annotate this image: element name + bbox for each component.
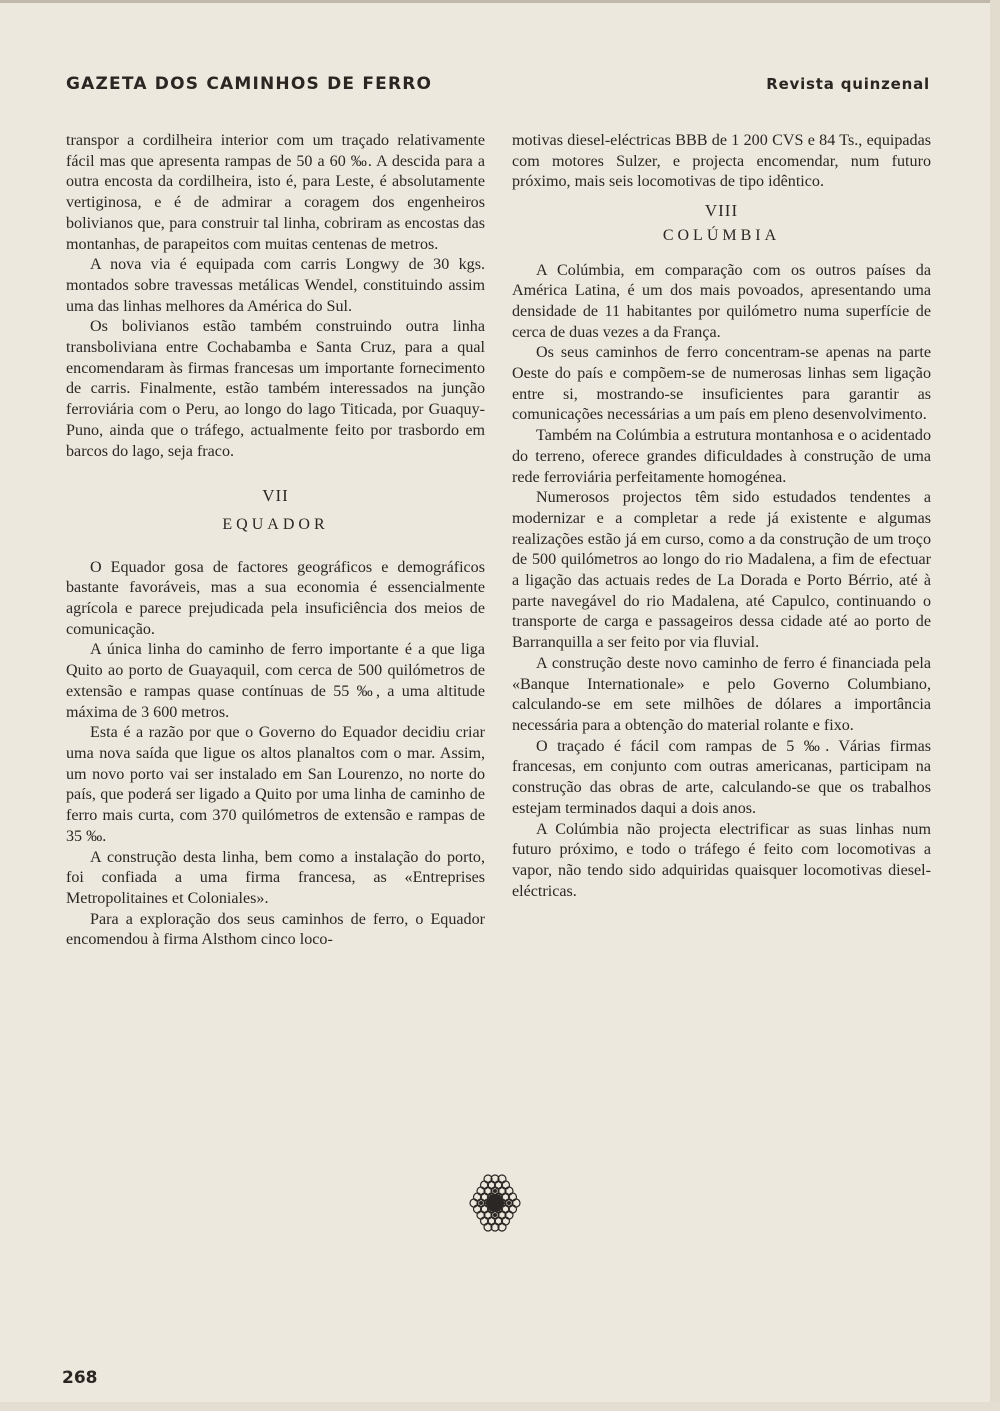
paragraph: motivas diesel-eléctricas BBB de 1 200 CVS e 84 Ts., equipadas com motores Sulzer, e projecta encomendar, num futuro próximo, mais seis locomotivas de tipo idêntico. (512, 132, 931, 191)
journal-title: GAZETA DOS CAMINHOS DE FERRO (66, 74, 433, 94)
paragraph: Para a exploração dos seus caminhos de ferro, o Equador encomendou à firma Alsthom cinco loco- (66, 910, 485, 949)
paragraph: transpor a cordilheira interior com um traçado relativamente fácil mas que apresenta rampas de 50 a 60 ‰. A descida para a outra encosta da cordilheira, isto é, para Leste, é absolutamente vertiginosa, e é de admirar a coragem dos engenheiros bolivianos que, para construir tal linha, cobriram as encostas das montanhas, de parapeitos com muitas centenas de metros. (66, 132, 485, 253)
paragraph: A única linha do caminho de ferro importante é a que liga Quito ao porto de Guayaquil, com cerca de 500 quilómetros de extensão e rampas quase contínuas de 55 ‰, a uma altitude máxima de 3 600 metros. (66, 641, 485, 721)
running-header (66, 74, 930, 98)
paragraph: Os bolivianos estão também construindo outra linha transboliviana entre Cochabamba e Santa Cruz, para a qual encomendaram às firmas francesas um importante fornecimento de carris. Finalmente, estão também interessados na junção ferroviária com o Peru, ao longo do lago Titicada, por Guaquy-Puno, ainda que o tráfego, actualmente feito por trasbordo em barcos do lago, seja fraco. (66, 318, 485, 460)
journal-frequency: Revista quinzenal (766, 75, 930, 93)
paragraph: A construção desta linha, bem como a instalação do porto, foi confiada a uma firma francesa, as «Entreprises Metropolitaines et Coloniales». (66, 848, 485, 907)
section-number: VIII (704, 201, 739, 221)
paragraph: O traçado é fácil com rampas de 5 ‰. Várias firmas francesas, em conjunto com outras americanas, participam na construção das obras de arte, calculando-se que os trabalhos estejam terminados daqui a dois anos. (512, 737, 931, 817)
paragraph: Também na Colúmbia a estrutura montanhosa e o acidentado do terreno, oferece grandes dificuldades à construção de uma rede ferroviária perfeitamente homogénea. (512, 427, 931, 486)
paragraph: O Equador gosa de factores geográficos e demográficos bastante favoráveis, mas a sua economia é essencialmente agrícola e parece prejudicada pela insuficiência dos meios de comunicação. (66, 558, 485, 638)
page-number: 268 (62, 1368, 98, 1388)
section-number: VII (262, 486, 289, 506)
paragraph: Os seus caminhos de ferro concentram-se apenas na parte Oeste do país e compõem-se de numerosas linhas sem ligação entre si, mostrando-se insuficientes para garantir as comunicações necessárias a um país em pleno desenvolvimento. (512, 344, 931, 424)
paragraph: Esta é a razão por que o Governo do Equador decidiu criar uma nova saída que ligue os altos planaltos com o mar. Assim, um novo porto vai ser instalado em San Lourenzo, no norte do país, que poderá ser ligado a Quito por uma linha de caminho de ferro mais curta, com 370 quilómetros de extensão e rampas de 35 ‰. (66, 724, 485, 845)
paragraph: A construção deste novo caminho de ferro é financiada pela «Banque Internationale» e pelo Governo Columbiano, calculando-se em sete milhões de dólares a importância necessária para a obtenção do material rolante e fixo. (512, 654, 931, 734)
section-title: COLÚMBIA (662, 226, 781, 244)
paragraph: A nova via é equipada com carris Longwy de 30 kgs. montados sobre travessas metálicas Wendel, constituindo assim uma das linhas melhores da América do Sul. (66, 256, 485, 315)
paragraph: A Colúmbia, em comparação com os outros países da América Latina, é um dos mais povoados, apresentando uma densidade de 11 habitantes por quilómetro numa superfície de cerca de duas vezes a da França. (512, 261, 931, 341)
end-ornament-icon (455, 1163, 535, 1243)
paragraph: A Colúmbia não projecta electrificar as suas linhas num futuro próximo, e todo o tráfego é feito com locomotivas a vapor, não tendo sido adquiridas quaisquer locomotivas diesel-eléctricas. (512, 820, 931, 900)
section-heading-vii (66, 486, 485, 535)
left-column (66, 131, 485, 951)
section-heading-viii (512, 201, 931, 246)
section-title: EQUADOR (222, 515, 329, 533)
paragraph: Numerosos projectos têm sido estudados tendentes a modernizar e a completar a rede já existente e algumas realizações estão já em curso, como a da construção de um troço de 500 quilómetros ao longo do rio Madalena, a fim de efectuar a ligação das actuais redes de La Dorada e Porto Bérrio, até à parte navegável do rio Madalena, até Capulco, continuando o transporte de carga e passageiros dessa cidade até ao porto de Barranquilla a ser feito por via fluvial. (512, 489, 931, 652)
right-column (512, 131, 931, 902)
